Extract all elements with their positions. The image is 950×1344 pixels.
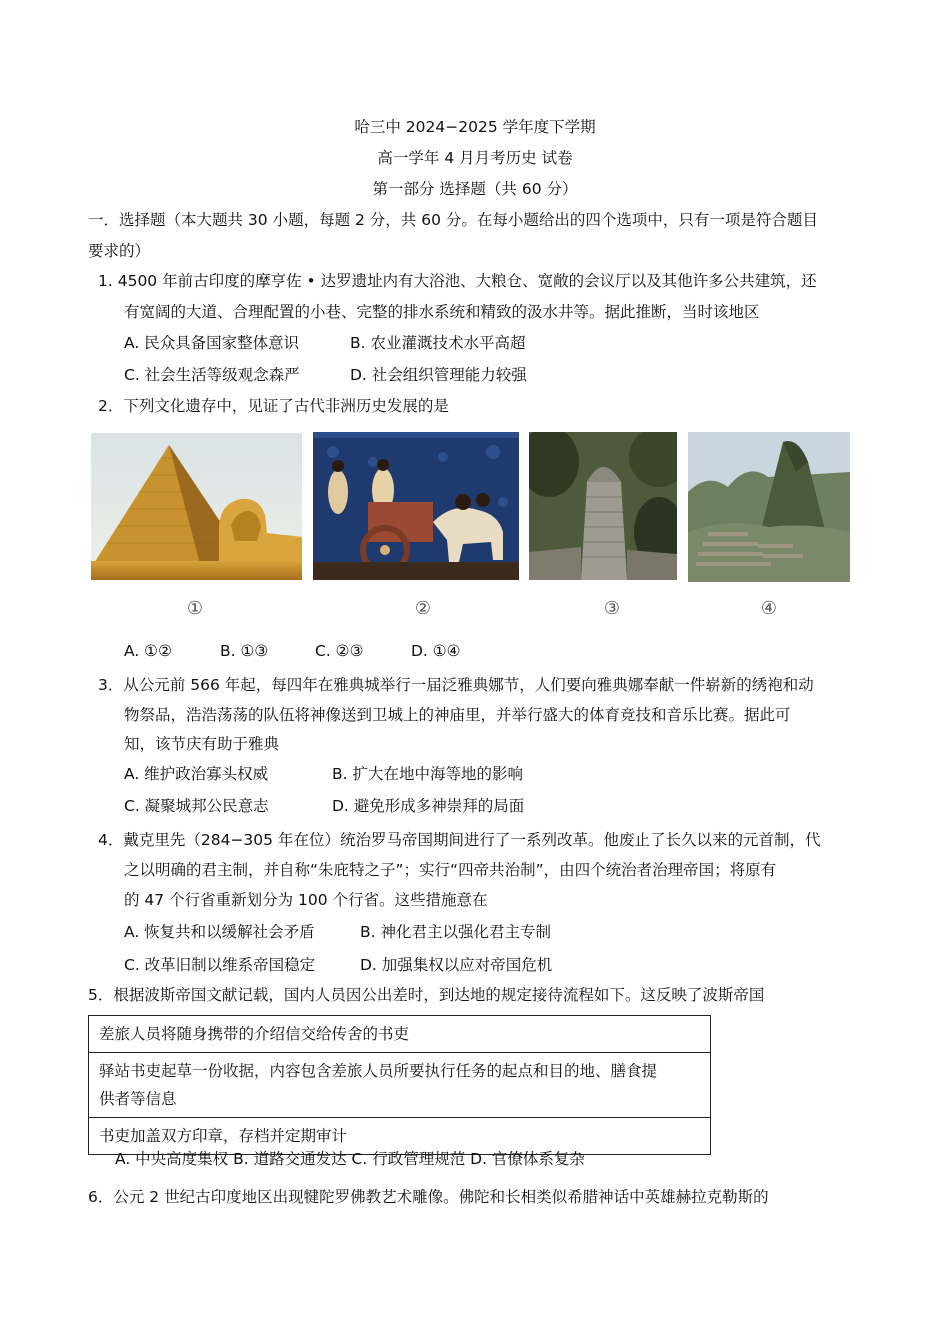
section-instructions-line2: 要求的） [88, 242, 151, 260]
stone-tower-image [529, 432, 677, 580]
q1-stem-line1: 1. 4500 年前古印度的摩亨佐 • 达罗遗址内有大浴池、大粮仓、宽敞的会议厅以及其他许多公共建筑，还 [98, 272, 817, 290]
q3-option-d[interactable]: D. 避免形成多神崇拜的局面 [332, 797, 525, 815]
image-label-4: ④ [760, 598, 778, 619]
q4-stem-line2: 之以明确的君主制，并自称“朱庇特之子”；实行“四帝共治制”，由四个统治者治理帝国；将原有 [124, 861, 777, 879]
q5-options[interactable]: A. 中央高度集权 B. 道路交通发达 C. 行政管理规范 D. 官僚体系复杂 [115, 1150, 585, 1168]
q3-stem-line2: 物祭品，浩浩荡荡的队伍将神像送到卫城上的神庙里，并举行盛大的体育竞技和音乐比赛。据此可 [124, 706, 791, 724]
image-label-2: ② [414, 598, 432, 619]
table-row [89, 1016, 711, 1053]
image-label-1: ① [186, 598, 204, 619]
q3-option-c[interactable]: C. 凝聚城邦公民意志 [124, 797, 269, 815]
q1-option-a[interactable]: A. 民众具备国家整体意识 [124, 334, 300, 352]
q5-step-1: 差旅人员将随身携带的介绍信交给传舍的书吏 [89, 1016, 711, 1053]
q4-stem-line1: 4．戴克里先（284−305 年在位）统治罗马帝国期间进行了一系列改革。他废止了长久以来的元首制，代 [98, 831, 821, 849]
q1-stem-line2: 有宽阔的大道、合理配置的小巷、完整的排水系统和精致的汲水井等。据此推断，当时该地区 [124, 303, 760, 321]
image-label-3: ③ [603, 598, 621, 619]
q6-stem-line1: 6．公元 2 世纪古印度地区出现犍陀罗佛教艺术雕像。佛陀和长相类似希腊神话中英雄赫拉克勒斯的 [88, 1188, 769, 1206]
q4-option-a[interactable]: A. 恢复共和以缓解社会矛盾 [124, 923, 315, 941]
q3-stem-line1: 3．从公元前 566 年起，每四年在雅典城举行一届泛雅典娜节，人们要向雅典娜奉献一件崭新的绣袍和动 [98, 676, 814, 694]
q5-step-2-line2: 供者等信息 [99, 1090, 177, 1108]
table-row [89, 1053, 711, 1118]
exam-title-subject: 高一学年 4 月月考历史 试卷 [377, 149, 573, 167]
q3-option-b[interactable]: B. 扩大在地中海等地的影响 [332, 765, 523, 783]
q4-option-d[interactable]: D. 加强集权以应对帝国危机 [360, 956, 553, 974]
q5-step-2-line1: 驿站书吏起草一份收据，内容包含差旅人员所要执行任务的起点和目的地、膳食提 [99, 1062, 658, 1080]
q4-stem-line3: 的 47 个行省重新划分为 100 个行省。这些措施意在 [124, 891, 488, 909]
q2-option-c[interactable]: C. ②③ [315, 642, 364, 660]
q2-option-d[interactable]: D. ①④ [411, 642, 461, 660]
pyramid-sphinx-image [91, 433, 302, 580]
q4-option-c[interactable]: C. 改革旧制以维系帝国稳定 [124, 956, 316, 974]
q3-stem-line3: 知，该节庆有助于雅典 [124, 735, 280, 753]
q3-option-a[interactable]: A. 维护政治寡头权威 [124, 765, 269, 783]
q5-stem: 5．根据波斯帝国文献记载，国内人员因公出差时，到达地的规定接待流程如下。这反映了波斯帝国 [88, 986, 765, 1004]
mountain-ruins-image [688, 432, 850, 582]
q1-option-b[interactable]: B. 农业灌溉技术水平高超 [350, 334, 526, 352]
q2-option-a[interactable]: A. ①② [124, 642, 172, 660]
q5-step-2 [89, 1053, 711, 1118]
q4-option-b[interactable]: B. 神化君主以强化君主专制 [360, 923, 551, 941]
q1-option-d[interactable]: D. 社会组织管理能力较强 [350, 366, 527, 384]
q5-step-3: 书吏加盖双方印章，存档并定期审计 [89, 1118, 711, 1155]
q2-option-b[interactable]: B. ①③ [220, 642, 269, 660]
exam-title-school: 哈三中 2024−2025 学年度下学期 [354, 118, 596, 136]
section-instructions-line1: 一．选择题（本大题共 30 小题，每题 2 分，共 60 分。在每小题给出的四个选项中，只有一项是符合题目 [88, 211, 818, 229]
q2-stem: 2．下列文化遗存中，见证了古代非洲历史发展的是 [98, 397, 449, 415]
part-title: 第一部分 选择题（共 60 分） [372, 180, 578, 198]
q1-option-c[interactable]: C. 社会生活等级观念森严 [124, 366, 300, 384]
mosaic-chariot-image [313, 432, 519, 580]
q5-process-table [88, 1015, 711, 1155]
